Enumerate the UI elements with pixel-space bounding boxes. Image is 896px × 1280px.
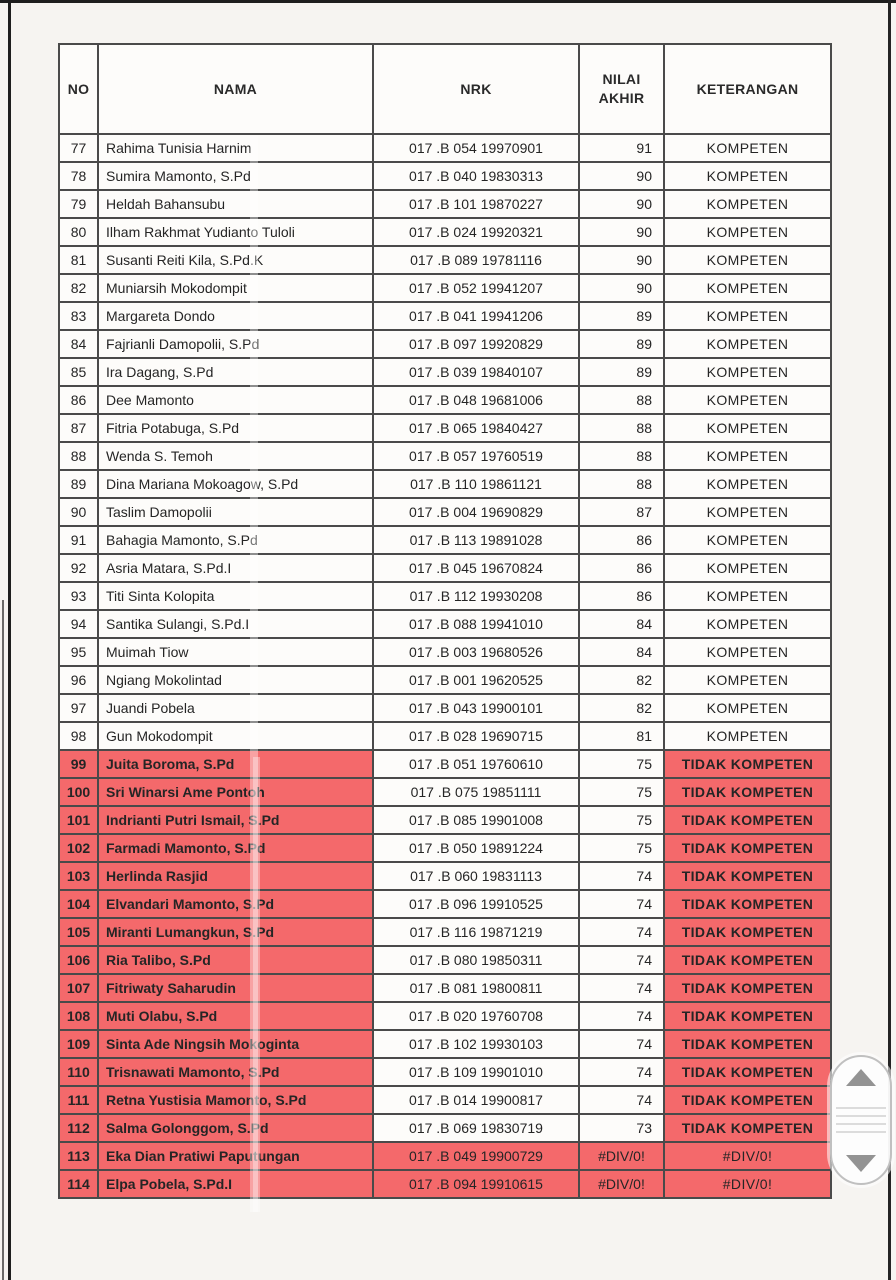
- row-nilai-cell: 84: [579, 638, 664, 666]
- row-no-cell: 109: [59, 1030, 98, 1058]
- row-nama-cell: Dee Mamonto: [98, 386, 373, 414]
- row-nama-cell: Ilham Rakhmat Yudianto Tuloli: [98, 218, 373, 246]
- row-nama-cell: Fajrianli Damopolii, S.Pd: [98, 330, 373, 358]
- table-row: [59, 806, 831, 834]
- row-no-cell: 84: [59, 330, 98, 358]
- row-nama-cell: Asria Matara, S.Pd.I: [98, 554, 373, 582]
- page-border-top: [0, 0, 896, 3]
- row-keterangan-cell: TIDAK KOMPETEN: [664, 946, 831, 974]
- table-header-row: [59, 44, 831, 134]
- row-keterangan-cell: TIDAK KOMPETEN: [664, 750, 831, 778]
- row-nama-cell: Ira Dagang, S.Pd: [98, 358, 373, 386]
- row-nama-cell: Muti Olabu, S.Pd: [98, 1002, 373, 1030]
- row-keterangan-cell: TIDAK KOMPETEN: [664, 1114, 831, 1142]
- row-no-cell: 101: [59, 806, 98, 834]
- row-nrk-cell: 017 .B 088 19941010: [373, 610, 579, 638]
- table-row: [59, 638, 831, 666]
- row-nama-cell: Wenda S. Temoh: [98, 442, 373, 470]
- row-no-cell: 95: [59, 638, 98, 666]
- row-nilai-cell: 90: [579, 274, 664, 302]
- row-no-cell: 92: [59, 554, 98, 582]
- row-nama-cell: Muniarsih Mokodompit: [98, 274, 373, 302]
- row-nama-cell: Gun Mokodompit: [98, 722, 373, 750]
- row-keterangan-cell: TIDAK KOMPETEN: [664, 918, 831, 946]
- row-keterangan-cell: TIDAK KOMPETEN: [664, 1058, 831, 1086]
- row-nrk-cell: 017 .B 039 19840107: [373, 358, 579, 386]
- row-keterangan-cell: TIDAK KOMPETEN: [664, 1030, 831, 1058]
- row-nrk-cell: 017 .B 116 19871219: [373, 918, 579, 946]
- row-no-cell: 103: [59, 862, 98, 890]
- row-nama-cell: Retna Yustisia Mamonto, S.Pd: [98, 1086, 373, 1114]
- table-row: [59, 1114, 831, 1142]
- table-row: [59, 162, 831, 190]
- col-header-nama: NAMA: [98, 44, 373, 134]
- row-nrk-cell: 017 .B 040 19830313: [373, 162, 579, 190]
- row-keterangan-cell: KOMPETEN: [664, 274, 831, 302]
- row-nilai-cell: #DIV/0!: [579, 1142, 664, 1170]
- table-row: [59, 862, 831, 890]
- table-row: [59, 722, 831, 750]
- row-nilai-cell: 90: [579, 218, 664, 246]
- table-row: [59, 1170, 831, 1198]
- col-header-nilai-akhir: NILAI AKHIR: [579, 44, 664, 134]
- row-nama-cell: Dina Mariana Mokoagow, S.Pd: [98, 470, 373, 498]
- row-nilai-cell: 75: [579, 750, 664, 778]
- table-row: [59, 498, 831, 526]
- table-row: [59, 1058, 831, 1086]
- row-nama-cell: Elvandari Mamonto, S.Pd: [98, 890, 373, 918]
- row-no-cell: 78: [59, 162, 98, 190]
- row-keterangan-cell: KOMPETEN: [664, 330, 831, 358]
- row-no-cell: 100: [59, 778, 98, 806]
- row-no-cell: 93: [59, 582, 98, 610]
- table-row: [59, 386, 831, 414]
- row-keterangan-cell: KOMPETEN: [664, 666, 831, 694]
- table-row: [59, 890, 831, 918]
- row-keterangan-cell: KOMPETEN: [664, 246, 831, 274]
- row-nrk-cell: 017 .B 065 19840427: [373, 414, 579, 442]
- row-nilai-cell: 87: [579, 498, 664, 526]
- row-nama-cell: Sri Winarsi Ame Pontoh: [98, 778, 373, 806]
- row-nrk-cell: 017 .B 020 19760708: [373, 1002, 579, 1030]
- row-keterangan-cell: TIDAK KOMPETEN: [664, 890, 831, 918]
- competency-results-table: [58, 43, 832, 1199]
- row-keterangan-cell: KOMPETEN: [664, 470, 831, 498]
- row-nrk-cell: 017 .B 057 19760519: [373, 442, 579, 470]
- row-keterangan-cell: #DIV/0!: [664, 1142, 831, 1170]
- row-keterangan-cell: KOMPETEN: [664, 134, 831, 162]
- row-nrk-cell: 017 .B 050 19891224: [373, 834, 579, 862]
- row-keterangan-cell: KOMPETEN: [664, 386, 831, 414]
- scroll-widget: [830, 1055, 892, 1185]
- col-header-no: NO: [59, 44, 98, 134]
- table-row: [59, 778, 831, 806]
- row-nrk-cell: 017 .B 094 19910615: [373, 1170, 579, 1198]
- row-no-cell: 106: [59, 946, 98, 974]
- row-nilai-cell: #DIV/0!: [579, 1170, 664, 1198]
- row-nilai-cell: 74: [579, 1058, 664, 1086]
- row-no-cell: 107: [59, 974, 98, 1002]
- row-keterangan-cell: #DIV/0!: [664, 1170, 831, 1198]
- table-row: [59, 834, 831, 862]
- row-keterangan-cell: KOMPETEN: [664, 610, 831, 638]
- page-border-left: [8, 0, 11, 1280]
- scroll-grip-lines-icon: [836, 1107, 886, 1133]
- row-nrk-cell: 017 .B 028 19690715: [373, 722, 579, 750]
- row-nrk-cell: 017 .B 081 19800811: [373, 974, 579, 1002]
- row-no-cell: 87: [59, 414, 98, 442]
- table-row: [59, 554, 831, 582]
- table-row: [59, 582, 831, 610]
- row-nrk-cell: 017 .B 049 19900729: [373, 1142, 579, 1170]
- table-row: [59, 666, 831, 694]
- row-nilai-cell: 74: [579, 890, 664, 918]
- row-nrk-cell: 017 .B 075 19851111: [373, 778, 579, 806]
- row-keterangan-cell: TIDAK KOMPETEN: [664, 1086, 831, 1114]
- row-nama-cell: Ngiang Mokolintad: [98, 666, 373, 694]
- row-nrk-cell: 017 .B 045 19670824: [373, 554, 579, 582]
- row-keterangan-cell: TIDAK KOMPETEN: [664, 806, 831, 834]
- row-nilai-cell: 86: [579, 526, 664, 554]
- row-no-cell: 104: [59, 890, 98, 918]
- row-keterangan-cell: KOMPETEN: [664, 526, 831, 554]
- row-no-cell: 94: [59, 610, 98, 638]
- row-no-cell: 89: [59, 470, 98, 498]
- row-nilai-cell: 86: [579, 582, 664, 610]
- row-nrk-cell: 017 .B 003 19680526: [373, 638, 579, 666]
- table-row: [59, 190, 831, 218]
- row-no-cell: 83: [59, 302, 98, 330]
- row-nama-cell: Farmadi Mamonto, S.Pd: [98, 834, 373, 862]
- row-nama-cell: Eka Dian Pratiwi Paputungan: [98, 1142, 373, 1170]
- row-nama-cell: Muimah Tiow: [98, 638, 373, 666]
- table-row: [59, 134, 831, 162]
- row-nilai-cell: 74: [579, 1030, 664, 1058]
- row-nilai-cell: 88: [579, 470, 664, 498]
- row-keterangan-cell: KOMPETEN: [664, 358, 831, 386]
- row-no-cell: 79: [59, 190, 98, 218]
- row-nilai-cell: 89: [579, 358, 664, 386]
- table-row: [59, 358, 831, 386]
- row-no-cell: 105: [59, 918, 98, 946]
- table-row: [59, 246, 831, 274]
- table-row: [59, 526, 831, 554]
- row-no-cell: 96: [59, 666, 98, 694]
- row-nrk-cell: 017 .B 052 19941207: [373, 274, 579, 302]
- row-no-cell: 110: [59, 1058, 98, 1086]
- row-nrk-cell: 017 .B 043 19900101: [373, 694, 579, 722]
- row-nama-cell: Ria Talibo, S.Pd: [98, 946, 373, 974]
- row-nrk-cell: 017 .B 051 19760610: [373, 750, 579, 778]
- row-nama-cell: Indrianti Putri Ismail, S.Pd: [98, 806, 373, 834]
- table-row: [59, 946, 831, 974]
- table-body: [59, 134, 831, 1198]
- row-nilai-cell: 84: [579, 610, 664, 638]
- col-header-nrk: NRK: [373, 44, 579, 134]
- arrow-up-icon: [846, 1069, 876, 1086]
- row-nrk-cell: 017 .B 112 19930208: [373, 582, 579, 610]
- row-nilai-cell: 75: [579, 834, 664, 862]
- table-row: [59, 302, 831, 330]
- row-keterangan-cell: KOMPETEN: [664, 638, 831, 666]
- row-nrk-cell: 017 .B 096 19910525: [373, 890, 579, 918]
- table-row: [59, 1030, 831, 1058]
- row-nilai-cell: 75: [579, 778, 664, 806]
- row-no-cell: 97: [59, 694, 98, 722]
- row-no-cell: 98: [59, 722, 98, 750]
- row-keterangan-cell: TIDAK KOMPETEN: [664, 974, 831, 1002]
- row-nrk-cell: 017 .B 110 19861121: [373, 470, 579, 498]
- row-nama-cell: Susanti Reiti Kila, S.Pd.K: [98, 246, 373, 274]
- row-nama-cell: Sinta Ade Ningsih Mokoginta: [98, 1030, 373, 1058]
- row-nama-cell: Margareta Dondo: [98, 302, 373, 330]
- row-nrk-cell: 017 .B 085 19901008: [373, 806, 579, 834]
- row-keterangan-cell: KOMPETEN: [664, 190, 831, 218]
- row-no-cell: 102: [59, 834, 98, 862]
- table-row: [59, 1142, 831, 1170]
- table-header: [59, 44, 831, 134]
- table-row: [59, 694, 831, 722]
- table-row: [59, 750, 831, 778]
- col-header-keterangan: KETERANGAN: [664, 44, 831, 134]
- row-nrk-cell: 017 .B 024 19920321: [373, 218, 579, 246]
- table-row: [59, 442, 831, 470]
- row-nrk-cell: 017 .B 089 19781116: [373, 246, 579, 274]
- row-nama-cell: Taslim Damopolii: [98, 498, 373, 526]
- row-nrk-cell: 017 .B 109 19901010: [373, 1058, 579, 1086]
- row-keterangan-cell: KOMPETEN: [664, 162, 831, 190]
- row-no-cell: 88: [59, 442, 98, 470]
- row-nrk-cell: 017 .B 048 19681006: [373, 386, 579, 414]
- row-no-cell: 113: [59, 1142, 98, 1170]
- row-nrk-cell: 017 .B 101 19870227: [373, 190, 579, 218]
- row-no-cell: 81: [59, 246, 98, 274]
- row-nilai-cell: 74: [579, 1086, 664, 1114]
- row-keterangan-cell: TIDAK KOMPETEN: [664, 834, 831, 862]
- row-nilai-cell: 73: [579, 1114, 664, 1142]
- scroll-up-button[interactable]: [844, 1068, 878, 1086]
- scroll-down-button[interactable]: [844, 1154, 878, 1172]
- row-no-cell: 108: [59, 1002, 98, 1030]
- row-no-cell: 114: [59, 1170, 98, 1198]
- row-nrk-cell: 017 .B 102 19930103: [373, 1030, 579, 1058]
- row-nrk-cell: 017 .B 060 19831113: [373, 862, 579, 890]
- row-nilai-cell: 91: [579, 134, 664, 162]
- row-no-cell: 77: [59, 134, 98, 162]
- row-no-cell: 99: [59, 750, 98, 778]
- row-nilai-cell: 86: [579, 554, 664, 582]
- table-row: [59, 218, 831, 246]
- row-keterangan-cell: KOMPETEN: [664, 722, 831, 750]
- row-nilai-cell: 88: [579, 414, 664, 442]
- row-no-cell: 85: [59, 358, 98, 386]
- row-nama-cell: Juita Boroma, S.Pd: [98, 750, 373, 778]
- table-row: [59, 610, 831, 638]
- row-no-cell: 82: [59, 274, 98, 302]
- row-nrk-cell: 017 .B 054 19970901: [373, 134, 579, 162]
- row-keterangan-cell: KOMPETEN: [664, 442, 831, 470]
- row-nrk-cell: 017 .B 069 19830719: [373, 1114, 579, 1142]
- row-nrk-cell: 017 .B 113 19891028: [373, 526, 579, 554]
- row-keterangan-cell: KOMPETEN: [664, 498, 831, 526]
- page-border-left-secondary: [2, 600, 4, 1280]
- row-nama-cell: Fitriwaty Saharudin: [98, 974, 373, 1002]
- row-no-cell: 112: [59, 1114, 98, 1142]
- row-nama-cell: Fitria Potabuga, S.Pd: [98, 414, 373, 442]
- row-nilai-cell: 74: [579, 918, 664, 946]
- row-nama-cell: Sumira Mamonto, S.Pd: [98, 162, 373, 190]
- row-nilai-cell: 82: [579, 666, 664, 694]
- row-no-cell: 80: [59, 218, 98, 246]
- row-no-cell: 91: [59, 526, 98, 554]
- row-nama-cell: Herlinda Rasjid: [98, 862, 373, 890]
- row-no-cell: 86: [59, 386, 98, 414]
- row-nama-cell: Bahagia Mamonto, S.Pd: [98, 526, 373, 554]
- row-nama-cell: Heldah Bahansubu: [98, 190, 373, 218]
- row-no-cell: 111: [59, 1086, 98, 1114]
- row-keterangan-cell: KOMPETEN: [664, 302, 831, 330]
- row-nama-cell: Titi Sinta Kolopita: [98, 582, 373, 610]
- row-keterangan-cell: KOMPETEN: [664, 218, 831, 246]
- row-nilai-cell: 88: [579, 386, 664, 414]
- table-row: [59, 974, 831, 1002]
- row-no-cell: 90: [59, 498, 98, 526]
- row-nama-cell: Elpa Pobela, S.Pd.I: [98, 1170, 373, 1198]
- arrow-down-icon: [846, 1155, 876, 1172]
- row-nama-cell: Rahima Tunisia Harnim: [98, 134, 373, 162]
- row-keterangan-cell: KOMPETEN: [664, 554, 831, 582]
- row-nilai-cell: 90: [579, 162, 664, 190]
- row-nilai-cell: 82: [579, 694, 664, 722]
- row-nilai-cell: 88: [579, 442, 664, 470]
- table-row: [59, 274, 831, 302]
- row-nrk-cell: 017 .B 004 19690829: [373, 498, 579, 526]
- row-keterangan-cell: TIDAK KOMPETEN: [664, 1002, 831, 1030]
- table-row: [59, 1002, 831, 1030]
- table-row: [59, 414, 831, 442]
- row-nrk-cell: 017 .B 014 19900817: [373, 1086, 579, 1114]
- row-nrk-cell: 017 .B 041 19941206: [373, 302, 579, 330]
- row-nilai-cell: 74: [579, 974, 664, 1002]
- table-row: [59, 918, 831, 946]
- row-nilai-cell: 90: [579, 190, 664, 218]
- row-nilai-cell: 74: [579, 862, 664, 890]
- row-nrk-cell: 017 .B 080 19850311: [373, 946, 579, 974]
- row-keterangan-cell: TIDAK KOMPETEN: [664, 862, 831, 890]
- row-nilai-cell: 89: [579, 302, 664, 330]
- row-nilai-cell: 74: [579, 946, 664, 974]
- row-nrk-cell: 017 .B 001 19620525: [373, 666, 579, 694]
- row-nama-cell: Miranti Lumangkun, S.Pd: [98, 918, 373, 946]
- row-keterangan-cell: KOMPETEN: [664, 414, 831, 442]
- table-row: [59, 470, 831, 498]
- row-keterangan-cell: KOMPETEN: [664, 582, 831, 610]
- row-nilai-cell: 89: [579, 330, 664, 358]
- row-nilai-cell: 75: [579, 806, 664, 834]
- row-nama-cell: Santika Sulangi, S.Pd.I: [98, 610, 373, 638]
- row-nama-cell: Trisnawati Mamonto, S.Pd: [98, 1058, 373, 1086]
- row-nilai-cell: 90: [579, 246, 664, 274]
- table-row: [59, 330, 831, 358]
- row-keterangan-cell: KOMPETEN: [664, 694, 831, 722]
- row-nilai-cell: 74: [579, 1002, 664, 1030]
- row-nilai-cell: 81: [579, 722, 664, 750]
- table-row: [59, 1086, 831, 1114]
- row-nama-cell: Juandi Pobela: [98, 694, 373, 722]
- row-keterangan-cell: TIDAK KOMPETEN: [664, 778, 831, 806]
- row-nrk-cell: 017 .B 097 19920829: [373, 330, 579, 358]
- row-nama-cell: Salma Golonggom, S.Pd: [98, 1114, 373, 1142]
